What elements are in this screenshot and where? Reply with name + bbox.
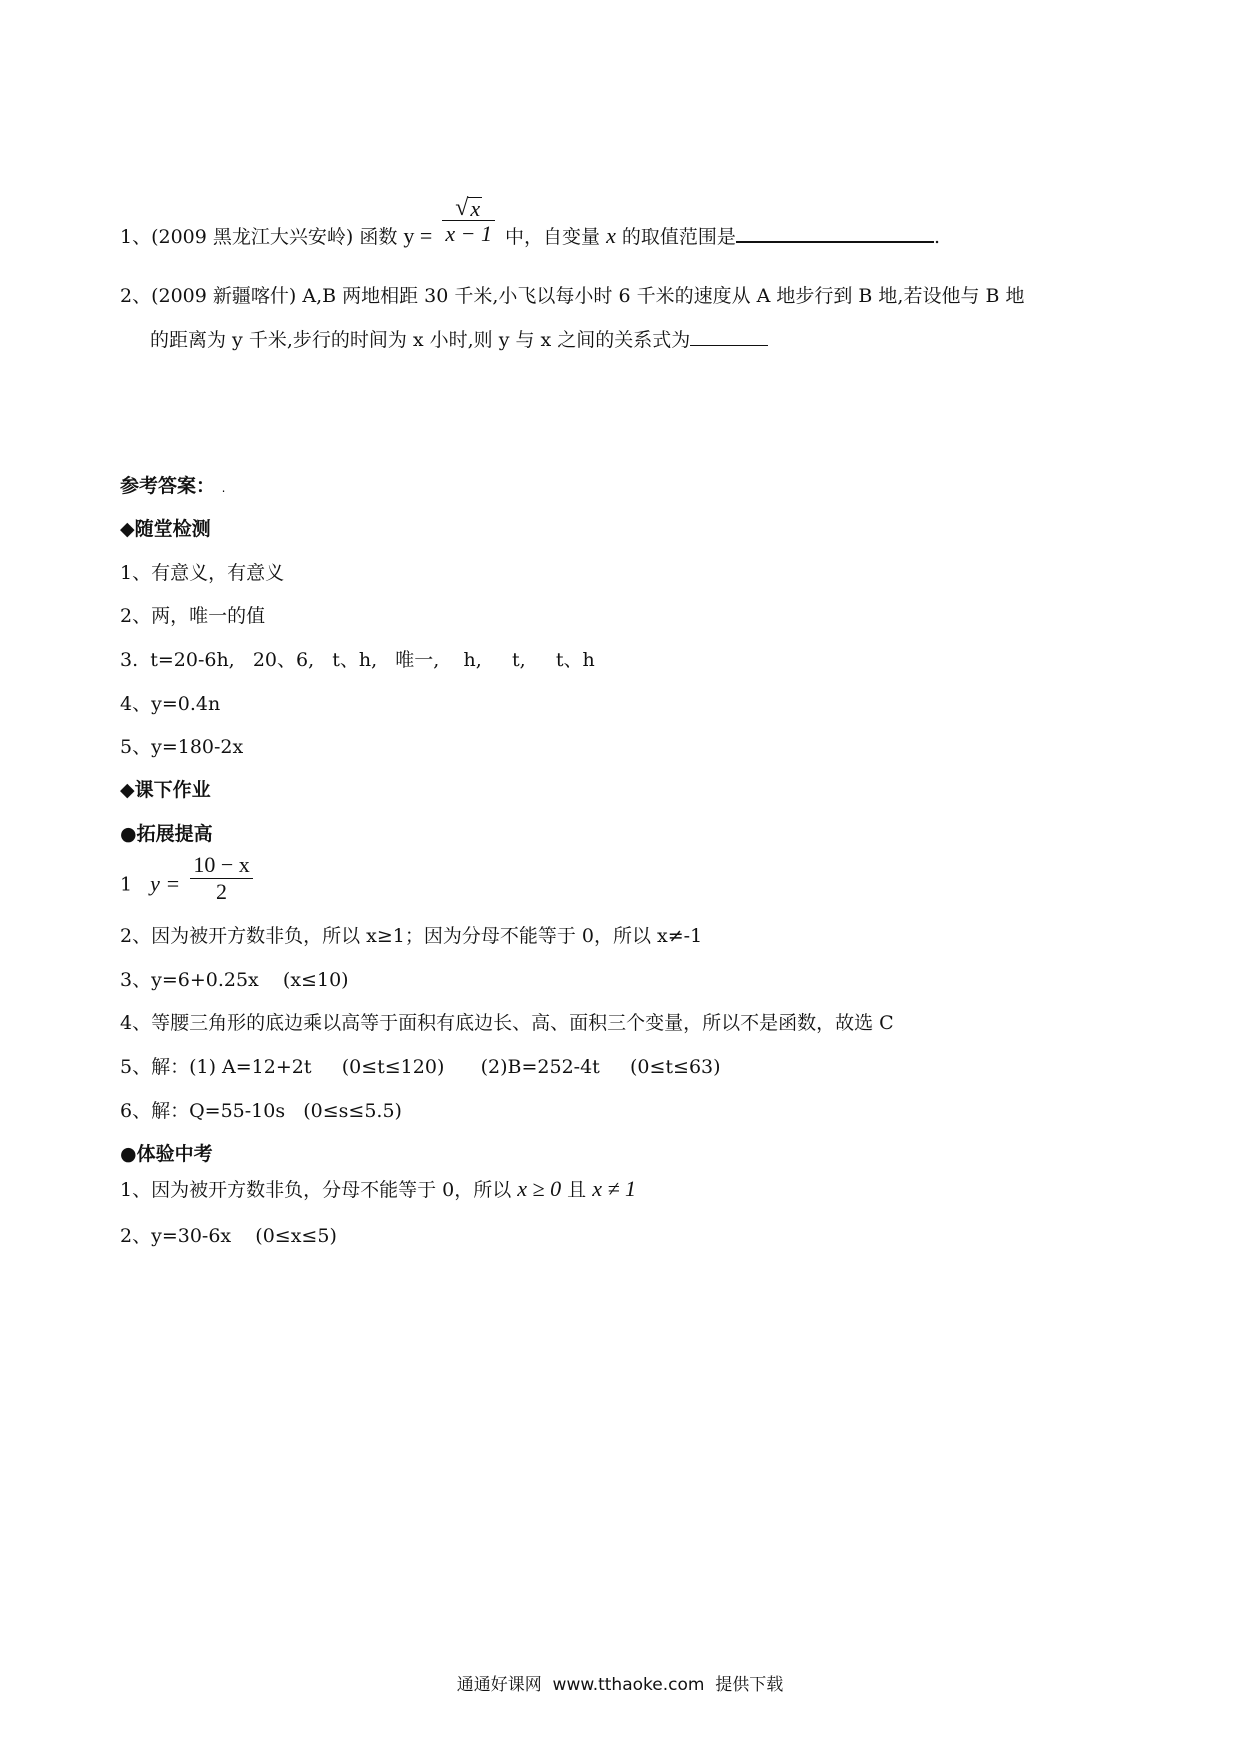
q1-sqrt (452, 196, 485, 220)
z1-math: x ≥ 0 (517, 1176, 562, 1201)
answers-heading-text: 参考答案： (120, 475, 216, 497)
answer-s2-3: 3、y=6+0.25x (x≤10) (120, 969, 349, 991)
q1-end: . (933, 226, 940, 248)
q1-lhs: y = (403, 223, 433, 248)
a1-lhs: y = (150, 870, 181, 896)
answer-s1-1: 1、有意义，有意义 (120, 562, 285, 584)
q1-denominator: x − 1 (445, 220, 492, 246)
q1-radicand: x (470, 195, 481, 221)
answer-s2-4: 4、等腰三角形的底边乘以高等于面积有底边长、高、面积三个变量，所以不是函数，故选 C (120, 1012, 894, 1034)
answers-heading (120, 472, 225, 502)
a1-denominator: 2 (216, 879, 228, 904)
a1-numerator: 10 − x (193, 852, 250, 877)
q2-line2-text: 的距离为 y 千米,步行的时间为 x 小时,则 y 与 x 之间的关系式为 (150, 329, 691, 351)
question-2-line1: 2、(2009 新疆喀什) A,B 两地相距 30 千米,小飞以每小时 6 千米的速度从 A 地步行到 B 地,若设他与 B 地 (120, 285, 1025, 307)
answer-s1-4: 4、y=0.4n (120, 693, 221, 715)
q1-prefix: 1、(2009 黑龙江大兴安岭) 函数 (120, 226, 398, 248)
sqrt-icon: √ (455, 194, 469, 221)
subsection-extension: ●拓展提高 (120, 823, 213, 845)
question-2-line2 (150, 326, 768, 354)
answer-s2-5: 5、解：(1) A=12+2t (0≤t≤120) (2)B=252-4t (0≤t≤63) (120, 1056, 721, 1078)
answer-s1-5: 5、y=180-2x (120, 736, 244, 758)
subsection-exam: ●体验中考 (120, 1143, 213, 1165)
q1-fraction (442, 196, 495, 247)
z1-math2: x ≠ 1 (592, 1176, 637, 1201)
answer-s1-2: 2、两，唯一的值 (120, 605, 266, 627)
answer-z-2: 2、y=30-6x (0≤x≤5) (120, 1225, 337, 1247)
answers-heading-dot: . (221, 481, 226, 495)
q1-var: x (606, 223, 616, 248)
question-1 (120, 194, 940, 251)
section-in-class-test: ◆随堂检测 (120, 518, 211, 540)
z1-prefix: 1、因为被开方数非负，分母不能等于 0，所以 (120, 1179, 512, 1201)
page-footer: 通通好课网 www.tthaoke.com 提供下载 (456, 1675, 784, 1695)
q1-suffix: 的取值范围是 (621, 226, 736, 248)
answer-s2-2: 2、因为被开方数非负，所以 x≥1；因为分母不能等于 0，所以 x≠-1 (120, 925, 703, 947)
q2-answer-blank (690, 327, 768, 346)
section-homework: ◆课下作业 (120, 779, 211, 801)
q1-answer-blank (736, 223, 934, 243)
a1-fraction (190, 852, 252, 905)
a1-prefix: 1 (120, 873, 133, 896)
q1-middle: 中，自变量 (505, 226, 601, 248)
answer-s2-1 (120, 852, 257, 905)
answer-z-1 (120, 1175, 636, 1204)
answer-s2-6: 6、解：Q=55-10s (0≤s≤5.5) (120, 1100, 402, 1122)
answer-s1-3: 3. t=20-6h, 20、6, t、h, 唯一, h, t, t、h (120, 649, 595, 671)
z1-and: 且 (567, 1179, 587, 1201)
